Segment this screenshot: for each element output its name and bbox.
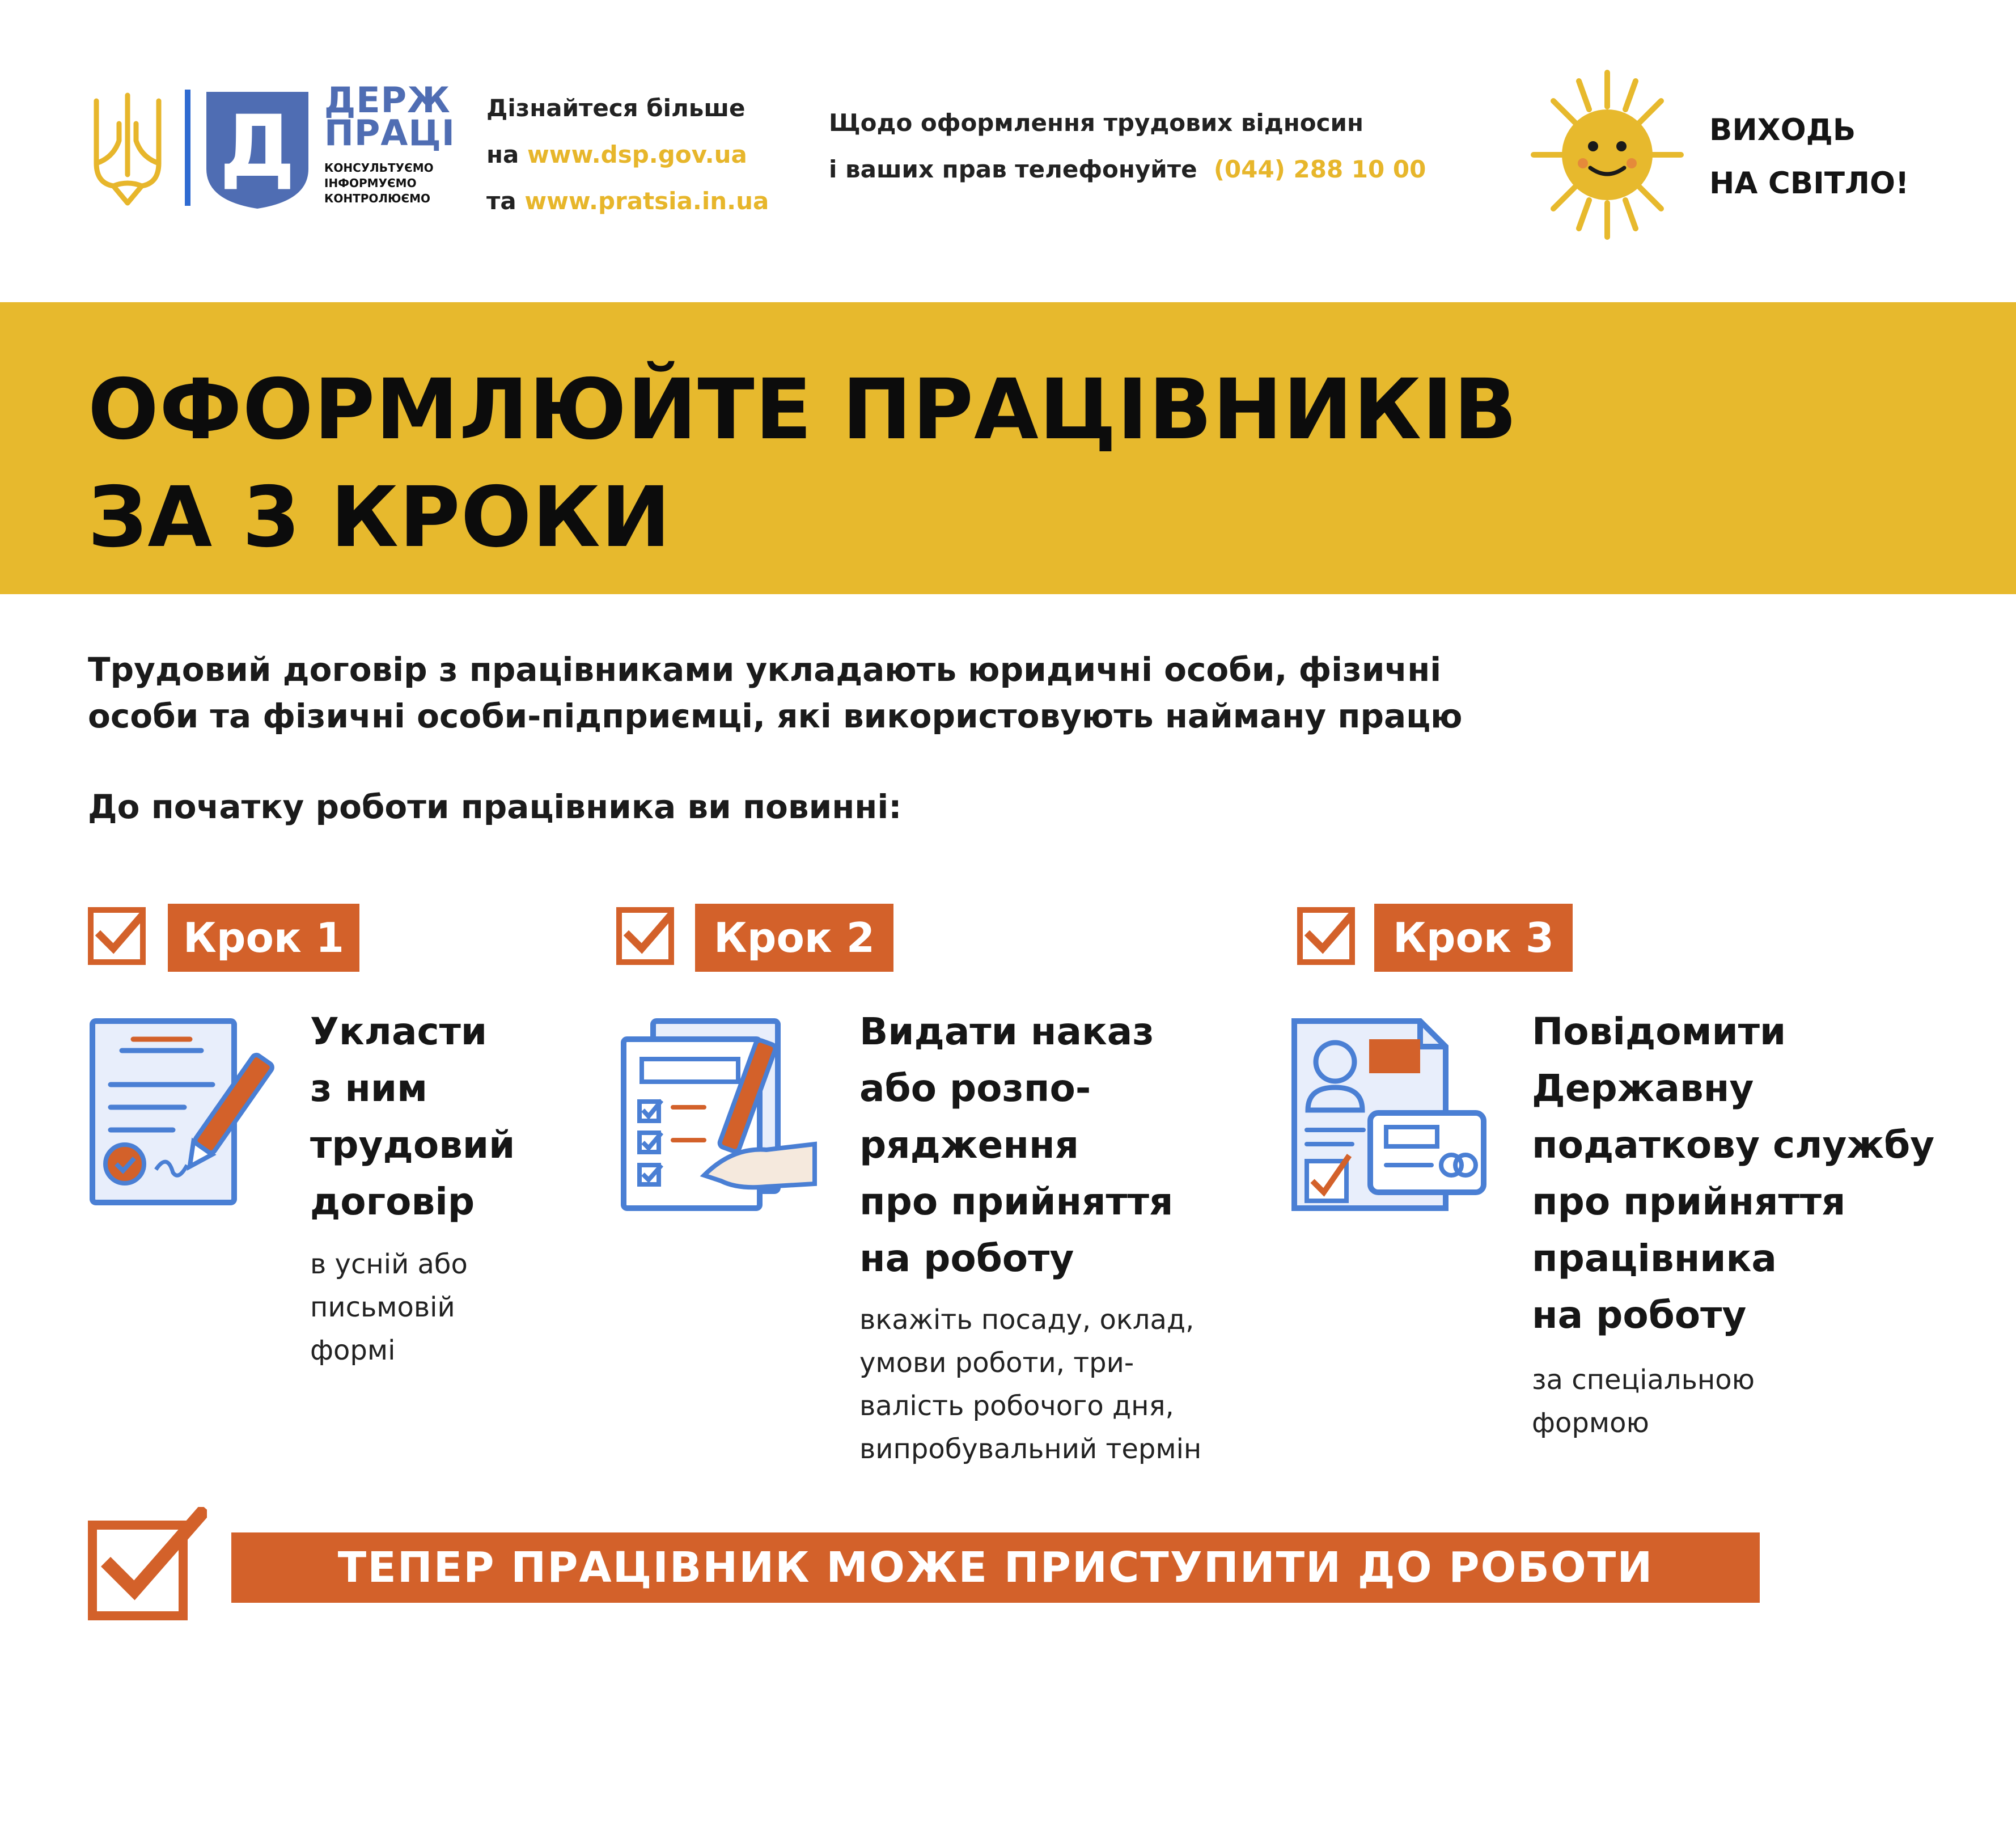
step2-check-icon	[616, 907, 674, 965]
step3-check-icon	[1297, 907, 1355, 965]
intro-paragraph	[88, 646, 1462, 739]
trident-emblem-icon	[85, 90, 170, 213]
step2-title-line: або розпо-	[859, 1066, 1091, 1110]
step1-check-icon	[88, 907, 146, 965]
step2-title-line: Видати наказ	[859, 1010, 1154, 1053]
learn-prefix-1: на	[486, 141, 519, 168]
step2-title	[859, 1004, 1173, 1287]
step1-title-line: Укласти	[310, 1010, 488, 1053]
step3-title-line: працівника	[1532, 1237, 1777, 1280]
step2-title-line: про прийняття	[859, 1180, 1174, 1223]
site-link-pratsia[interactable]: www.pratsia.in.ua	[524, 187, 769, 215]
flag-divider	[185, 90, 190, 206]
contact-line-1: Щодо оформлення трудових відносин	[829, 109, 1363, 137]
intro-line-2: особи та фізичні особи-підприємці, які використовують найману працю	[88, 697, 1463, 735]
step1-badge: Крок 1	[168, 904, 359, 972]
org-tagline	[324, 160, 434, 206]
contract-signing-icon	[88, 1017, 281, 1206]
step1-note	[310, 1243, 468, 1372]
intro-line-1: Трудовий договір з працівниками укладають юридичні особи, фізичні	[88, 650, 1442, 689]
page-title-line-2: ЗА 3 КРОКИ	[88, 469, 671, 566]
step2-note-line: випробувальний термін	[859, 1433, 1202, 1465]
final-message-bar: ТЕПЕР ПРАЦІВНИК МОЖЕ ПРИСТУПИТИ ДО РОБОТИ	[231, 1532, 1760, 1603]
step3-note-line: формою	[1532, 1407, 1649, 1439]
step3-title	[1532, 1004, 1934, 1344]
org-name	[324, 79, 455, 154]
step1-title-line: трудовий	[310, 1123, 515, 1167]
contact-block	[829, 100, 1426, 193]
step3-title-line: про прийняття	[1532, 1180, 1846, 1223]
org-name-line1: ДЕРЖ	[324, 79, 451, 121]
step1-note-line: письмовій	[310, 1292, 455, 1323]
step3-title-line: податкову службу	[1532, 1123, 1935, 1167]
sun-mascot-icon	[1522, 67, 1692, 243]
step2-note-line: умови роботи, три-	[859, 1347, 1134, 1379]
page-title	[88, 356, 1518, 571]
step2-title-line: рядження	[859, 1123, 1079, 1167]
step1-note-line: формі	[310, 1335, 396, 1366]
derzhpratsi-shield-logo	[204, 90, 311, 210]
slogan	[1709, 104, 1909, 210]
org-name-line2: ПРАЦІ	[324, 112, 455, 154]
shield-letter: Д	[219, 98, 295, 196]
tax-notification-icon	[1290, 1017, 1488, 1212]
org-tagline-1: КОНСУЛЬТУЄМО	[324, 161, 434, 175]
step3-title-line: Державну	[1532, 1066, 1754, 1110]
org-tagline-2: ІНФОРМУЄМО	[324, 176, 417, 190]
contact-line-2: і ваших прав телефонуйте	[829, 155, 1197, 183]
learn-more-block	[486, 85, 769, 225]
slogan-line-2: НА СВІТЛО!	[1709, 166, 1909, 201]
site-link-dsp[interactable]: www.dsp.gov.ua	[527, 141, 747, 168]
step2-title-line: на роботу	[859, 1237, 1074, 1280]
step3-title-line: Повідомити	[1532, 1010, 1786, 1053]
org-tagline-3: КОНТРОЛЮЄМО	[324, 192, 431, 205]
step2-note	[859, 1298, 1201, 1471]
page-title-line-1: ОФОРМЛЮЙТЕ ПРАЦІВНИКІВ	[88, 361, 1518, 458]
learn-more-text: Дізнайтеся більше	[486, 94, 746, 122]
step3-note	[1532, 1358, 1755, 1445]
step1-title-line: договір	[310, 1180, 475, 1223]
phone-number[interactable]: (044) 288 10 00	[1213, 155, 1426, 183]
step1-title	[310, 1004, 515, 1230]
step1-title-line: з ним	[310, 1066, 428, 1110]
step3-title-line: на роботу	[1532, 1293, 1747, 1337]
order-document-icon	[619, 1017, 818, 1212]
step3-note-line: за спеціальною	[1532, 1364, 1755, 1396]
lead-text: До початку роботи працівника ви повинні:	[88, 787, 902, 826]
slogan-line-1: ВИХОДЬ	[1709, 113, 1856, 147]
step2-note-line: валість робочого дня,	[859, 1390, 1174, 1422]
learn-prefix-2: та	[486, 187, 516, 215]
step1-note-line: в усній або	[310, 1248, 468, 1280]
step2-badge: Крок 2	[695, 904, 893, 972]
final-check-icon	[88, 1507, 207, 1620]
step2-note-line: вкажіть посаду, оклад,	[859, 1304, 1195, 1336]
step3-badge: Крок 3	[1374, 904, 1573, 972]
